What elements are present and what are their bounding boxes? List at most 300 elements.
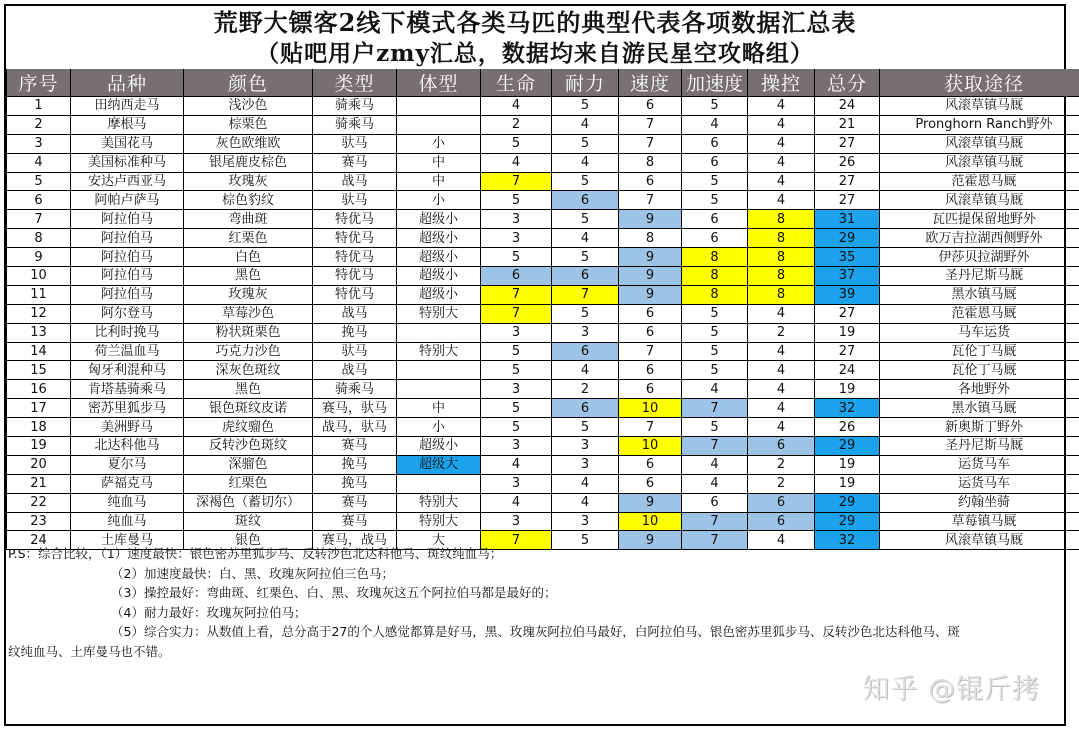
cell-total: 26 xyxy=(815,418,880,437)
cell-total: 32 xyxy=(815,531,880,550)
cell-source: 范霍恩马厩 xyxy=(880,304,1079,323)
cell-color: 深褐色（蓄切尔） xyxy=(184,493,313,512)
cell-total: 27 xyxy=(815,304,880,323)
cell-speed: 6 xyxy=(619,474,682,493)
cell-source: 运货马车 xyxy=(880,474,1079,493)
cell-source: 风滚草镇马厩 xyxy=(880,531,1079,550)
cell-type: 战马 xyxy=(313,361,397,380)
cell-size: 特别大 xyxy=(397,342,481,361)
cell-color: 红栗色 xyxy=(184,474,313,493)
cell-acceleration: 4 xyxy=(682,115,748,134)
cell-handling: 4 xyxy=(748,399,815,418)
cell-color: 棕栗色 xyxy=(184,115,313,134)
cell-stamina: 4 xyxy=(552,115,619,134)
cell-type: 战马 xyxy=(313,172,397,191)
cell-health: 5 xyxy=(481,418,552,437)
cell-stamina: 5 xyxy=(552,531,619,550)
cell-color: 白色 xyxy=(184,248,313,267)
cell-source: 风滚草镇马厩 xyxy=(880,191,1079,210)
cell-type: 骑乘马 xyxy=(313,380,397,399)
cell-acceleration: 5 xyxy=(682,191,748,210)
cell-breed: 美洲野马 xyxy=(71,418,184,437)
cell-source: 运货马车 xyxy=(880,455,1079,474)
cell-health: 5 xyxy=(481,399,552,418)
note-line-5: （5）综合实力：从数值上看，总分高于27的个人感觉都算是好马，黑、玫瑰灰阿拉伯马最好，白阿拉伯马、银色密苏里狐步马、反转沙色北达科他马、斑 xyxy=(111,624,960,639)
cell-no: 6 xyxy=(7,191,71,210)
col-header-type: 类型 xyxy=(313,69,397,97)
page-subtitle: （贴吧用户zmy汇总，数据均来自游民星空攻略组） xyxy=(256,40,814,67)
cell-total: 39 xyxy=(815,285,880,304)
table-row xyxy=(7,210,1079,229)
cell-no: 23 xyxy=(7,512,71,531)
cell-breed: 荷兰温血马 xyxy=(71,342,184,361)
cell-color: 浅沙色 xyxy=(184,97,313,116)
cell-stamina: 7 xyxy=(552,285,619,304)
cell-breed: 阿尔登马 xyxy=(71,304,184,323)
cell-acceleration: 4 xyxy=(682,380,748,399)
cell-total: 27 xyxy=(815,191,880,210)
cell-source: 草莓镇马厩 xyxy=(880,512,1079,531)
cell-size xyxy=(397,361,481,380)
cell-speed: 6 xyxy=(619,97,682,116)
cell-stamina: 5 xyxy=(552,172,619,191)
cell-total: 27 xyxy=(815,342,880,361)
cell-type: 挽马 xyxy=(313,455,397,474)
cell-acceleration: 8 xyxy=(682,285,748,304)
page-title: 荒野大镖客2线下模式各类马匹的典型代表各项数据汇总表 xyxy=(213,8,857,37)
table-row xyxy=(7,229,1079,248)
cell-size: 超级小 xyxy=(397,229,481,248)
cell-total: 19 xyxy=(815,455,880,474)
cell-handling: 4 xyxy=(748,380,815,399)
cell-speed: 9 xyxy=(619,285,682,304)
cell-source: 瓦匹提保留地野外 xyxy=(880,210,1079,229)
cell-total: 27 xyxy=(815,134,880,153)
cell-health: 4 xyxy=(481,493,552,512)
cell-color: 灰色欧维欧 xyxy=(184,134,313,153)
cell-no: 24 xyxy=(7,531,71,550)
cell-type: 赛马 xyxy=(313,437,397,456)
table-row xyxy=(7,493,1079,512)
cell-handling: 4 xyxy=(748,418,815,437)
cell-no: 11 xyxy=(7,285,71,304)
cell-breed: 阿拉伯马 xyxy=(71,285,184,304)
table-row xyxy=(7,267,1079,286)
cell-total: 27 xyxy=(815,172,880,191)
cell-total: 19 xyxy=(815,380,880,399)
cell-no: 17 xyxy=(7,399,71,418)
cell-speed: 9 xyxy=(619,248,682,267)
cell-color: 反转沙色斑纹 xyxy=(184,437,313,456)
cell-size xyxy=(397,474,481,493)
cell-health: 7 xyxy=(481,285,552,304)
cell-source: 伊莎贝拉湖野外 xyxy=(880,248,1079,267)
cell-breed: 匈牙利混种马 xyxy=(71,361,184,380)
cell-size: 中 xyxy=(397,172,481,191)
cell-no: 7 xyxy=(7,210,71,229)
col-header-source: 获取途径 xyxy=(880,69,1079,97)
cell-total: 29 xyxy=(815,493,880,512)
cell-breed: 阿拉伯马 xyxy=(71,248,184,267)
cell-color: 银色 xyxy=(184,531,313,550)
cell-type: 赛马 xyxy=(313,153,397,172)
cell-color: 斑纹 xyxy=(184,512,313,531)
cell-handling: 4 xyxy=(748,153,815,172)
cell-health: 4 xyxy=(481,455,552,474)
cell-speed: 6 xyxy=(619,455,682,474)
col-header-health: 生命 xyxy=(481,69,552,97)
cell-stamina: 3 xyxy=(552,323,619,342)
table-row xyxy=(7,418,1079,437)
cell-source: 黑水镇马厩 xyxy=(880,285,1079,304)
cell-handling: 4 xyxy=(748,361,815,380)
table-row xyxy=(7,285,1079,304)
note-line-6: 纹纯血马、土库曼马也不错。 xyxy=(8,643,171,659)
cell-size: 中 xyxy=(397,399,481,418)
cell-stamina: 4 xyxy=(552,474,619,493)
notes-section xyxy=(8,544,1060,661)
cell-type: 驮马 xyxy=(313,342,397,361)
cell-size xyxy=(397,115,481,134)
cell-acceleration: 4 xyxy=(682,455,748,474)
cell-breed: 比利时挽马 xyxy=(71,323,184,342)
cell-type: 驮马 xyxy=(313,134,397,153)
table-row xyxy=(7,172,1079,191)
cell-acceleration: 8 xyxy=(682,267,748,286)
cell-stamina: 4 xyxy=(552,153,619,172)
cell-type: 骑乘马 xyxy=(313,115,397,134)
cell-no: 18 xyxy=(7,418,71,437)
cell-health: 5 xyxy=(481,342,552,361)
cell-stamina: 6 xyxy=(552,342,619,361)
cell-breed: 密苏里狐步马 xyxy=(71,399,184,418)
cell-source: 圣丹尼斯马厩 xyxy=(880,267,1079,286)
cell-total: 37 xyxy=(815,267,880,286)
cell-source: 瓦伦丁马厩 xyxy=(880,361,1079,380)
cell-acceleration: 7 xyxy=(682,399,748,418)
cell-no: 15 xyxy=(7,361,71,380)
cell-health: 2 xyxy=(481,115,552,134)
table-row xyxy=(7,191,1079,210)
cell-acceleration: 4 xyxy=(682,474,748,493)
cell-stamina: 5 xyxy=(552,97,619,116)
cell-speed: 10 xyxy=(619,437,682,456)
cell-size: 特别大 xyxy=(397,304,481,323)
horse-stats-table xyxy=(6,69,1079,550)
cell-breed: 安达卢西亚马 xyxy=(71,172,184,191)
cell-size: 超级小 xyxy=(397,437,481,456)
cell-handling: 6 xyxy=(748,512,815,531)
cell-no: 20 xyxy=(7,455,71,474)
cell-speed: 6 xyxy=(619,172,682,191)
cell-stamina: 6 xyxy=(552,267,619,286)
cell-speed: 6 xyxy=(619,361,682,380)
cell-color: 虎纹骝色 xyxy=(184,418,313,437)
cell-breed: 萨福克马 xyxy=(71,474,184,493)
cell-acceleration: 5 xyxy=(682,304,748,323)
cell-speed: 8 xyxy=(619,229,682,248)
cell-color: 棕色豹纹 xyxy=(184,191,313,210)
cell-size: 小 xyxy=(397,191,481,210)
col-header-total: 总分 xyxy=(815,69,880,97)
cell-acceleration: 6 xyxy=(682,153,748,172)
cell-health: 3 xyxy=(481,210,552,229)
cell-health: 3 xyxy=(481,229,552,248)
cell-speed: 6 xyxy=(619,323,682,342)
cell-no: 3 xyxy=(7,134,71,153)
cell-type: 战马 xyxy=(313,304,397,323)
cell-health: 5 xyxy=(481,361,552,380)
cell-source: 黑水镇马厩 xyxy=(880,399,1079,418)
cell-color: 深骝色 xyxy=(184,455,313,474)
cell-color: 巧克力沙色 xyxy=(184,342,313,361)
cell-size: 超级小 xyxy=(397,248,481,267)
cell-breed: 阿拉伯马 xyxy=(71,229,184,248)
cell-health: 7 xyxy=(481,304,552,323)
cell-type: 战马，驮马 xyxy=(313,418,397,437)
cell-stamina: 4 xyxy=(552,493,619,512)
cell-handling: 4 xyxy=(748,115,815,134)
cell-source: Pronghorn Ranch野外 xyxy=(880,115,1079,134)
table-header-row xyxy=(7,69,1079,97)
cell-source: 圣丹尼斯马厩 xyxy=(880,437,1079,456)
table-row xyxy=(7,455,1079,474)
cell-stamina: 6 xyxy=(552,191,619,210)
table-row xyxy=(7,474,1079,493)
cell-size: 小 xyxy=(397,418,481,437)
cell-size: 超级大 xyxy=(397,455,481,474)
cell-breed: 土库曼马 xyxy=(71,531,184,550)
cell-speed: 6 xyxy=(619,380,682,399)
cell-total: 24 xyxy=(815,361,880,380)
cell-speed: 7 xyxy=(619,134,682,153)
cell-breed: 纯血马 xyxy=(71,493,184,512)
cell-size xyxy=(397,380,481,399)
cell-type: 赛马，驮马 xyxy=(313,399,397,418)
cell-size: 特别大 xyxy=(397,493,481,512)
cell-type: 挽马 xyxy=(313,474,397,493)
cell-health: 3 xyxy=(481,437,552,456)
cell-handling: 8 xyxy=(748,267,815,286)
cell-type: 特优马 xyxy=(313,267,397,286)
cell-no: 21 xyxy=(7,474,71,493)
cell-speed: 10 xyxy=(619,399,682,418)
cell-handling: 8 xyxy=(748,285,815,304)
cell-color: 粉状斑栗色 xyxy=(184,323,313,342)
table-row xyxy=(7,342,1079,361)
cell-total: 29 xyxy=(815,512,880,531)
cell-total: 31 xyxy=(815,210,880,229)
cell-total: 19 xyxy=(815,474,880,493)
cell-type: 挽马 xyxy=(313,323,397,342)
cell-health: 7 xyxy=(481,172,552,191)
col-header-size: 体型 xyxy=(397,69,481,97)
cell-stamina: 5 xyxy=(552,210,619,229)
cell-total: 21 xyxy=(815,115,880,134)
col-header-speed: 速度 xyxy=(619,69,682,97)
table-row xyxy=(7,248,1079,267)
cell-type: 特优马 xyxy=(313,285,397,304)
cell-health: 6 xyxy=(481,267,552,286)
cell-health: 5 xyxy=(481,191,552,210)
col-header-handling: 操控 xyxy=(748,69,815,97)
cell-breed: 夏尔马 xyxy=(71,455,184,474)
cell-stamina: 5 xyxy=(552,304,619,323)
cell-health: 5 xyxy=(481,248,552,267)
cell-breed: 北达科他马 xyxy=(71,437,184,456)
cell-stamina: 5 xyxy=(552,418,619,437)
cell-speed: 7 xyxy=(619,418,682,437)
cell-breed: 美国花马 xyxy=(71,134,184,153)
cell-source: 瓦伦丁马厩 xyxy=(880,342,1079,361)
cell-acceleration: 5 xyxy=(682,361,748,380)
cell-health: 4 xyxy=(481,97,552,116)
cell-color: 玫瑰灰 xyxy=(184,285,313,304)
col-header-stamina: 耐力 xyxy=(552,69,619,97)
cell-size: 超级小 xyxy=(397,210,481,229)
cell-handling: 8 xyxy=(748,248,815,267)
cell-handling: 4 xyxy=(748,304,815,323)
table-row xyxy=(7,512,1079,531)
cell-type: 赛马 xyxy=(313,512,397,531)
cell-speed: 10 xyxy=(619,512,682,531)
cell-type: 驮马 xyxy=(313,191,397,210)
cell-type: 特优马 xyxy=(313,229,397,248)
cell-no: 4 xyxy=(7,153,71,172)
cell-handling: 2 xyxy=(748,323,815,342)
cell-speed: 8 xyxy=(619,153,682,172)
cell-no: 10 xyxy=(7,267,71,286)
cell-handling: 4 xyxy=(748,531,815,550)
cell-type: 赛马 xyxy=(313,493,397,512)
cell-color: 黑色 xyxy=(184,380,313,399)
cell-acceleration: 5 xyxy=(682,418,748,437)
cell-stamina: 3 xyxy=(552,455,619,474)
table-row xyxy=(7,153,1079,172)
cell-source: 马车运货 xyxy=(880,323,1079,342)
cell-size: 超级小 xyxy=(397,285,481,304)
cell-size xyxy=(397,323,481,342)
cell-source: 风滚草镇马厩 xyxy=(880,134,1079,153)
cell-speed: 9 xyxy=(619,267,682,286)
cell-health: 3 xyxy=(481,323,552,342)
cell-total: 26 xyxy=(815,153,880,172)
cell-speed: 7 xyxy=(619,342,682,361)
cell-acceleration: 5 xyxy=(682,342,748,361)
cell-no: 5 xyxy=(7,172,71,191)
cell-no: 9 xyxy=(7,248,71,267)
cell-total: 29 xyxy=(815,437,880,456)
cell-type: 特优马 xyxy=(313,210,397,229)
cell-no: 1 xyxy=(7,97,71,116)
cell-color: 玫瑰灰 xyxy=(184,172,313,191)
cell-total: 19 xyxy=(815,323,880,342)
cell-breed: 田纳西走马 xyxy=(71,97,184,116)
cell-breed: 阿拉伯马 xyxy=(71,210,184,229)
cell-type: 骑乘马 xyxy=(313,97,397,116)
cell-acceleration: 7 xyxy=(682,437,748,456)
cell-size: 中 xyxy=(397,153,481,172)
cell-color: 黑色 xyxy=(184,267,313,286)
cell-handling: 4 xyxy=(748,97,815,116)
cell-health: 4 xyxy=(481,153,552,172)
cell-speed: 7 xyxy=(619,115,682,134)
cell-handling: 4 xyxy=(748,172,815,191)
cell-size: 超级小 xyxy=(397,267,481,286)
cell-size xyxy=(397,97,481,116)
cell-color: 深灰色斑纹 xyxy=(184,361,313,380)
cell-total: 29 xyxy=(815,229,880,248)
col-header-no: 序号 xyxy=(7,69,71,97)
cell-health: 3 xyxy=(481,512,552,531)
zhihu-watermark: 知乎 @锟斤拷 xyxy=(862,674,1040,705)
cell-total: 32 xyxy=(815,399,880,418)
cell-handling: 8 xyxy=(748,210,815,229)
cell-color: 弯曲斑 xyxy=(184,210,313,229)
cell-handling: 4 xyxy=(748,191,815,210)
col-header-breed: 品种 xyxy=(71,69,184,97)
cell-no: 14 xyxy=(7,342,71,361)
cell-stamina: 5 xyxy=(552,134,619,153)
cell-acceleration: 8 xyxy=(682,248,748,267)
cell-speed: 9 xyxy=(619,493,682,512)
col-header-acceleration: 加速度 xyxy=(682,69,748,97)
cell-source: 欧万吉拉湖西侧野外 xyxy=(880,229,1079,248)
cell-speed: 9 xyxy=(619,531,682,550)
cell-stamina: 3 xyxy=(552,437,619,456)
cell-acceleration: 6 xyxy=(682,229,748,248)
table-row xyxy=(7,399,1079,418)
cell-source: 风滚草镇马厩 xyxy=(880,153,1079,172)
cell-no: 16 xyxy=(7,380,71,399)
cell-handling: 2 xyxy=(748,474,815,493)
cell-speed: 7 xyxy=(619,191,682,210)
cell-health: 5 xyxy=(481,134,552,153)
cell-no: 8 xyxy=(7,229,71,248)
cell-breed: 美国标准种马 xyxy=(71,153,184,172)
cell-health: 3 xyxy=(481,380,552,399)
cell-source: 各地野外 xyxy=(880,380,1079,399)
cell-no: 22 xyxy=(7,493,71,512)
cell-breed: 纯血马 xyxy=(71,512,184,531)
cell-size: 大 xyxy=(397,531,481,550)
cell-type: 赛马，战马 xyxy=(313,531,397,550)
cell-no: 12 xyxy=(7,304,71,323)
note-line-2: （2）加速度最快：白、黑、玫瑰灰阿拉伯三色马； xyxy=(111,565,394,581)
cell-stamina: 5 xyxy=(552,248,619,267)
cell-no: 19 xyxy=(7,437,71,456)
cell-speed: 6 xyxy=(619,304,682,323)
cell-acceleration: 7 xyxy=(682,531,748,550)
cell-stamina: 2 xyxy=(552,380,619,399)
cell-speed: 9 xyxy=(619,210,682,229)
cell-size: 特别大 xyxy=(397,512,481,531)
table-row xyxy=(7,115,1079,134)
cell-source: 范霍恩马厩 xyxy=(880,172,1079,191)
cell-stamina: 4 xyxy=(552,361,619,380)
cell-no: 2 xyxy=(7,115,71,134)
col-header-color: 颜色 xyxy=(184,69,313,97)
cell-size: 小 xyxy=(397,134,481,153)
cell-type: 特优马 xyxy=(313,248,397,267)
cell-color: 红栗色 xyxy=(184,229,313,248)
note-line-3: （3）操控最好：弯曲斑、红栗色、白、黑、玫瑰灰这五个阿拉伯马都是最好的； xyxy=(111,585,557,600)
cell-color: 银色斑纹皮诺 xyxy=(184,399,313,418)
table-row xyxy=(7,97,1079,116)
cell-breed: 阿帕卢萨马 xyxy=(71,191,184,210)
cell-handling: 4 xyxy=(748,134,815,153)
cell-stamina: 4 xyxy=(552,229,619,248)
